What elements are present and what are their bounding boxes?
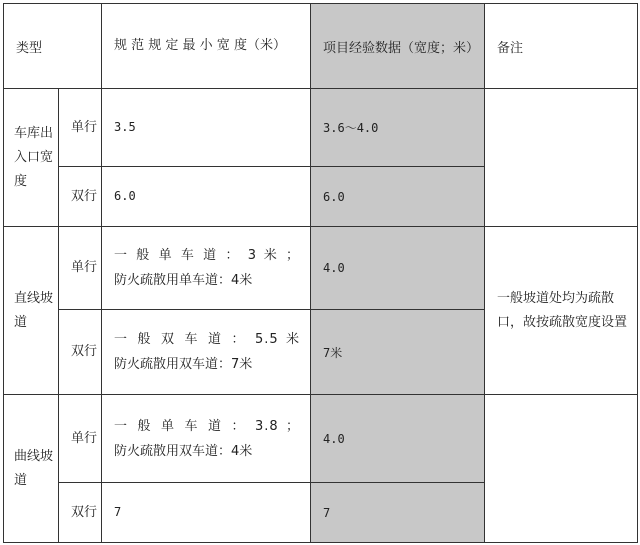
spec-line: 一 般 双 车 道 ： 5.5 米 xyxy=(114,332,301,347)
table-row xyxy=(4,227,638,310)
spec-cell xyxy=(102,310,311,395)
direction-cell: 双行 xyxy=(59,310,102,395)
direction-cell: 单行 xyxy=(59,89,102,167)
experience-cell: 4.0 xyxy=(311,395,485,483)
spec-cell xyxy=(102,395,311,483)
spec-cell xyxy=(102,227,311,310)
header-note: 备注 xyxy=(485,4,638,89)
category-cell: 车库出入口宽度 xyxy=(4,89,59,227)
experience-cell: 3.6～4.0 xyxy=(311,89,485,167)
spec-value: 7 xyxy=(114,505,122,519)
header-type: 类型 xyxy=(4,4,102,89)
note-cell-empty xyxy=(485,395,638,543)
experience-cell: 4.0 xyxy=(311,227,485,310)
direction-cell: 双行 xyxy=(59,167,102,227)
experience-cell: 6.0 xyxy=(311,167,485,227)
note-cell-empty xyxy=(485,89,638,227)
spec-line: 防火疏散用单车道：4米 xyxy=(114,273,253,288)
spec-cell xyxy=(102,167,311,227)
header-spec: 规 范 规 定 最 小 宽 度（米） xyxy=(102,4,311,89)
note-cell: 一般坡道处均为疏散口，故按疏散宽度设置 xyxy=(485,227,638,395)
header-row xyxy=(4,4,638,89)
spec-line: 一 般 单 车 道 ： 3 米 ； xyxy=(114,248,301,263)
header-experience: 项目经验数据（宽度；米） xyxy=(311,4,485,89)
experience-cell: 7米 xyxy=(311,310,485,395)
spec-cell xyxy=(102,89,311,167)
experience-cell: 7 xyxy=(311,483,485,543)
table-row xyxy=(4,395,638,483)
spec-value: 6.0 xyxy=(114,189,136,203)
direction-cell: 单行 xyxy=(59,395,102,483)
direction-cell: 单行 xyxy=(59,227,102,310)
direction-cell: 双行 xyxy=(59,483,102,543)
spec-line: 防火疏散用双车道：7米 xyxy=(114,357,253,372)
category-cell: 曲线坡道 xyxy=(4,395,59,543)
table-row xyxy=(4,89,638,167)
category-cell: 直线坡道 xyxy=(4,227,59,395)
spec-line: 一 般 单 车 道 ： 3.8 ； xyxy=(114,418,301,434)
spec-cell xyxy=(102,483,311,543)
parking-width-table xyxy=(3,3,638,543)
spec-value: 3.5 xyxy=(114,120,136,134)
spec-line: 防火疏散用双车道：4米 xyxy=(114,443,253,459)
